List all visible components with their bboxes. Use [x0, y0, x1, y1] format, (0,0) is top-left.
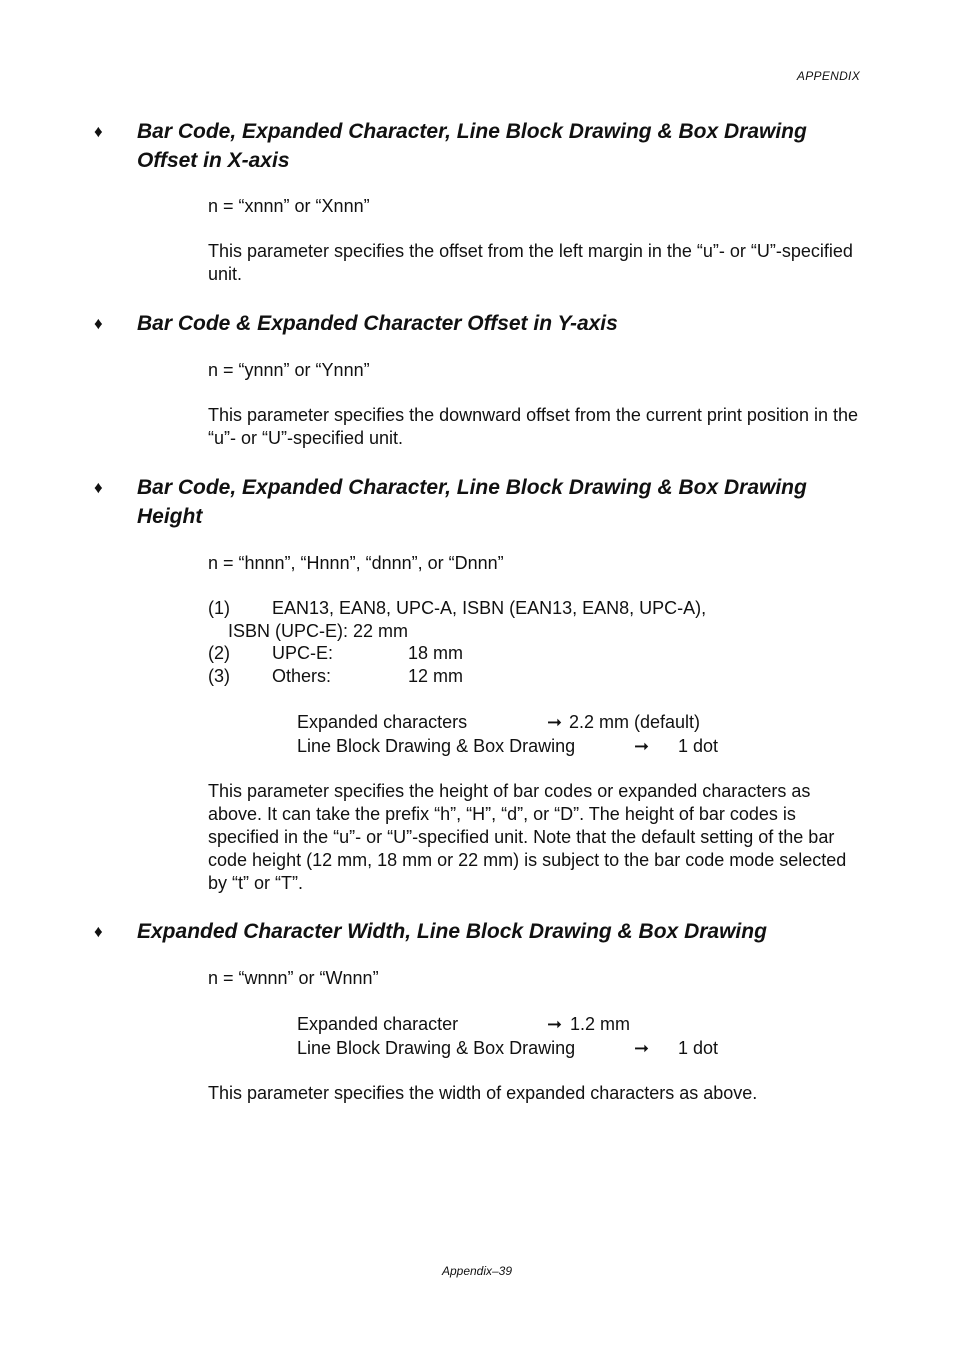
arrow-right-icon: ➞	[634, 736, 650, 756]
bullet-icon: ♦	[94, 478, 103, 497]
section-heading-height: Bar Code, Expanded Character, Line Block Drawing & Box Drawing Height	[137, 476, 807, 528]
arrow-right-icon: ➞	[634, 1038, 650, 1058]
section-heading-x-offset: Bar Code, Expanded Character, Line Block Drawing & Box Drawing Offset in X-axis	[137, 120, 807, 172]
list-item-value: 12 mm	[408, 666, 464, 686]
list-item-continuation: ISBN (UPC-E): 22 mm	[228, 621, 409, 641]
list-item-label: UPC-E:	[272, 643, 334, 663]
default-label: Line Block Drawing & Box Drawing	[297, 1038, 576, 1058]
description-width: This parameter specifies the width of expanded characters as above.	[208, 1083, 758, 1103]
list-item-value: 18 mm	[408, 643, 464, 663]
list-item-number: (1)	[208, 598, 230, 618]
syntax-height: n = “hnnn”, “Hnnn”, “dnnn”, or “Dnnn”	[208, 553, 504, 573]
list-item-number: (3)	[208, 666, 230, 686]
syntax-y-offset: n = “ynnn” or “Ynnn”	[208, 360, 370, 380]
syntax-width: n = “wnnn” or “Wnnn”	[208, 968, 379, 988]
list-item-label: Others:	[272, 666, 332, 686]
page-number: Appendix–39	[441, 1264, 513, 1278]
section-heading-y-offset: Bar Code & Expanded Character Offset in Y-axis	[137, 312, 618, 335]
arrow-right-icon: ➞	[547, 712, 563, 732]
description-y-offset: This parameter specifies the downward offset from the current print position in the “u”- or “U”-specified unit.	[208, 405, 858, 448]
default-label: Expanded character	[297, 1014, 459, 1034]
section-heading-width: Expanded Character Width, Line Block Drawing & Box Drawing	[137, 920, 767, 943]
bullet-icon: ♦	[94, 314, 103, 333]
arrow-right-icon: ➞	[547, 1014, 563, 1034]
default-label: Expanded characters	[297, 712, 468, 732]
bullet-icon: ♦	[94, 922, 103, 941]
bullet-icon: ♦	[94, 122, 103, 141]
default-value: 1 dot	[678, 1038, 719, 1058]
list-item-number: (2)	[208, 643, 230, 663]
description-height: This parameter specifies the height of bar codes or expanded characters as above. It can take the prefix “h”, “H”, “d”, or “D”. The height of bar codes is specified in the “u”- or “U”-specified unit. Note that the default setting of the bar code height (12 mm, 18 mm or 22 mm) is subject to the bar code mode selected by “t” or “T”.	[208, 781, 847, 893]
list-item-label: EAN13, EAN8, UPC-A, ISBN (EAN13, EAN8, UPC-A),	[272, 598, 707, 618]
default-label: Line Block Drawing & Box Drawing	[297, 736, 576, 756]
description-x-offset: This parameter specifies the offset from the left margin in the “u”- or “U”-specified unit.	[208, 241, 853, 284]
syntax-x-offset: n = “xnnn” or “Xnnn”	[208, 196, 370, 216]
default-value: 1 dot	[678, 736, 719, 756]
default-value: 1.2 mm	[570, 1014, 631, 1034]
running-header: APPENDIX	[796, 69, 860, 83]
default-value: 2.2 mm (default)	[569, 712, 701, 732]
